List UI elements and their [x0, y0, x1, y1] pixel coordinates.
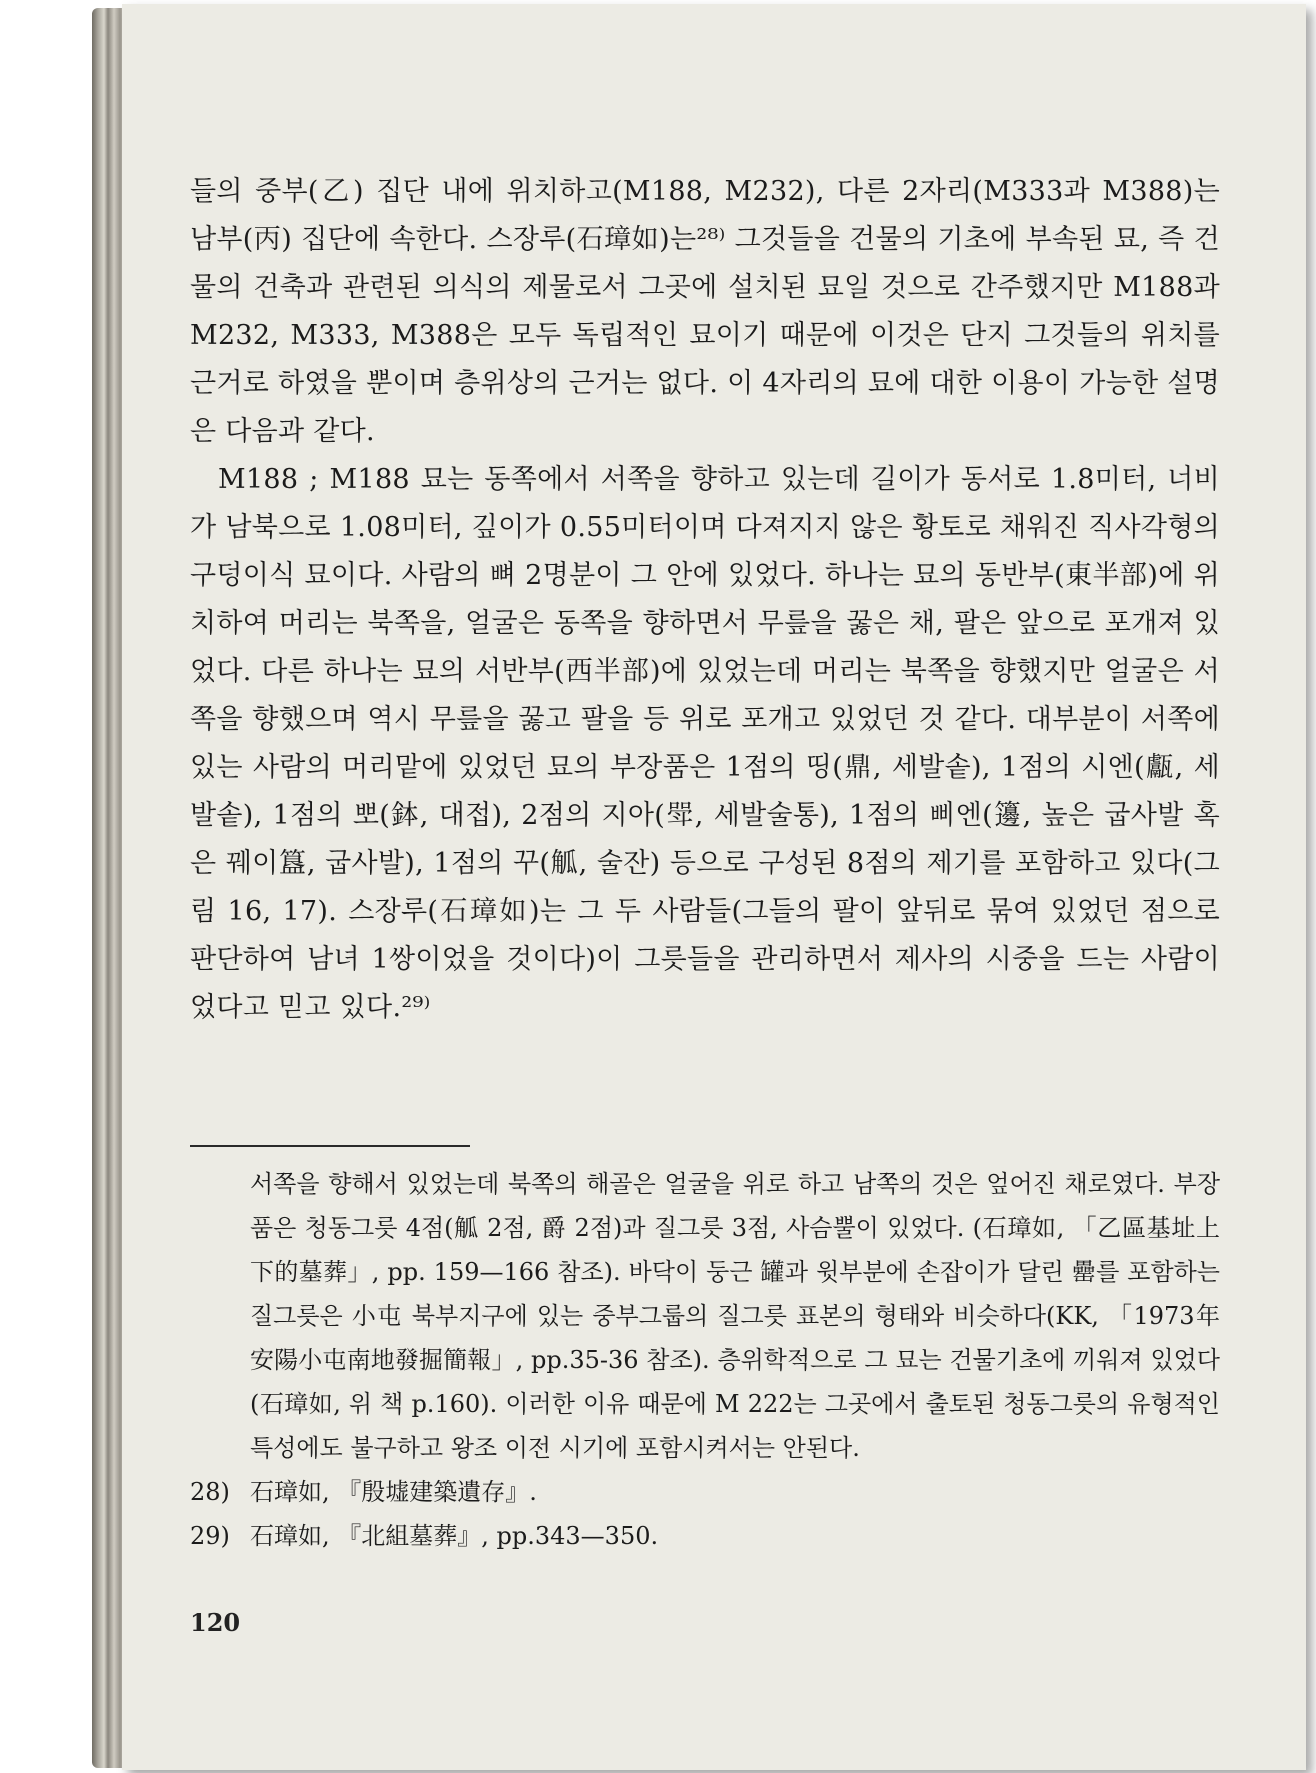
paragraph-1: 들의 중부(乙) 집단 내에 위치하고(M188, M232), 다른 2자리(M333과 M388)는 남부(丙) 집단에 속한다. 스장루(石璋如)는²⁸⁾ 그것들을 건물의 기초에 부속된 묘, 즉 건물의 건축과 관련된 의식의 제물로서 그곳에 설치된 묘일 것으로 간주했지만 M188과 M232, M333, M388은 모두 독립적인 묘이기 때문에 이것은 단지 그것들의 위치를 근거로 하였을 뿐이며 층위상의 근거는 없다. 이 4자리의 묘에 대한 이용이 가능한 설명은 다음과 같다. [190, 176, 1220, 447]
footnote-continuation: 서쪽을 향해서 있었는데 북쪽의 해골은 얼굴을 위로 하고 남쪽의 것은 엎어진 채로였다. 부장품은 청동그릇 4점(觚 2점, 爵 2점)과 질그릇 3점, 사슴뿔이 있었다. (石璋如, 「乙區基址上下的墓葬」, pp. 159—166 참조). 바닥이 둥근 罐과 윗부분에 손잡이가 달린 罍를 포함하는 질그릇은 小屯 북부지구에 있는 중부그룹의 질그릇 표본의 형태와 비슷하다(KK, 「1973年安陽小屯南地發掘簡報」, pp.35-36 참조). 층위학적으로 그 묘는 건물기초에 끼워져 있었다(石璋如, 위 책 p.160). 이러한 이유 때문에 M 222는 그곳에서 출토된 청동그릇의 유형적인 특성에도 불구하고 왕조 이전 시기에 포함시켜서는 안된다. [250, 1170, 1220, 1462]
paragraph-2: M188 ; M188 묘는 동쪽에서 서쪽을 향하고 있는데 길이가 동서로 1.8미터, 너비가 남북으로 1.08미터, 깊이가 0.55미터이며 다져지지 않은 황토로 채워진 직사각형의 구덩이식 묘이다. 사람의 뼈 2명분이 그 안에 있었다. 하나는 묘의 동반부(東半部)에 위치하여 머리는 북쪽을, 얼굴은 동쪽을 향하면서 무릎을 꿇은 채, 팔은 앞으로 포개져 있었다. 다른 하나는 묘의 서반부(西半部)에 있었는데 머리는 북쪽을 향했지만 얼굴은 서쪽을 향했으며 역시 무릎을 꿇고 팔을 등 위로 포개고 있었던 것 같다. 대부분이 서쪽에 있는 사람의 머리맡에 있었던 묘의 부장품은 1점의 띵(鼎, 세발솥), 1점의 시엔(甗, 세발솥), 1점의 뽀(鉢, 대접), 2점의 지아(斝, 세발술통), 1점의 삐엔(籩, 높은 굽사발 혹은 꿰이簋, 굽사발), 1점의 꾸(觚, 술잔) 등으로 구성된 8점의 제기를 포함하고 있다(그림 16, 17). 스장루(石璋如)는 그 두 사람들(그들의 팔이 앞뒤로 묶여 있었던 점으로 판단하여 남녀 1쌍이었을 것이다)이 그릇들을 관리하면서 제사의 시중을 드는 사람이었다고 믿고 있다.²⁹⁾ [190, 464, 1220, 1023]
footnote-29 [190, 1514, 1220, 1558]
footnote-number: 29) [190, 1522, 230, 1550]
footnote-text: 石璋如, 『殷墟建築遺存』. [250, 1478, 537, 1506]
footnote-divider [190, 1145, 470, 1147]
footnote-28 [190, 1470, 1220, 1514]
page-number: 120 [190, 1608, 241, 1637]
footnotes [190, 1162, 1220, 1558]
main-text [190, 168, 1220, 1032]
book-page-edges [92, 8, 124, 1768]
footnote-number: 28) [190, 1478, 230, 1506]
footnote-text: 石璋如, 『北組墓葬』, pp.343—350. [250, 1522, 659, 1550]
